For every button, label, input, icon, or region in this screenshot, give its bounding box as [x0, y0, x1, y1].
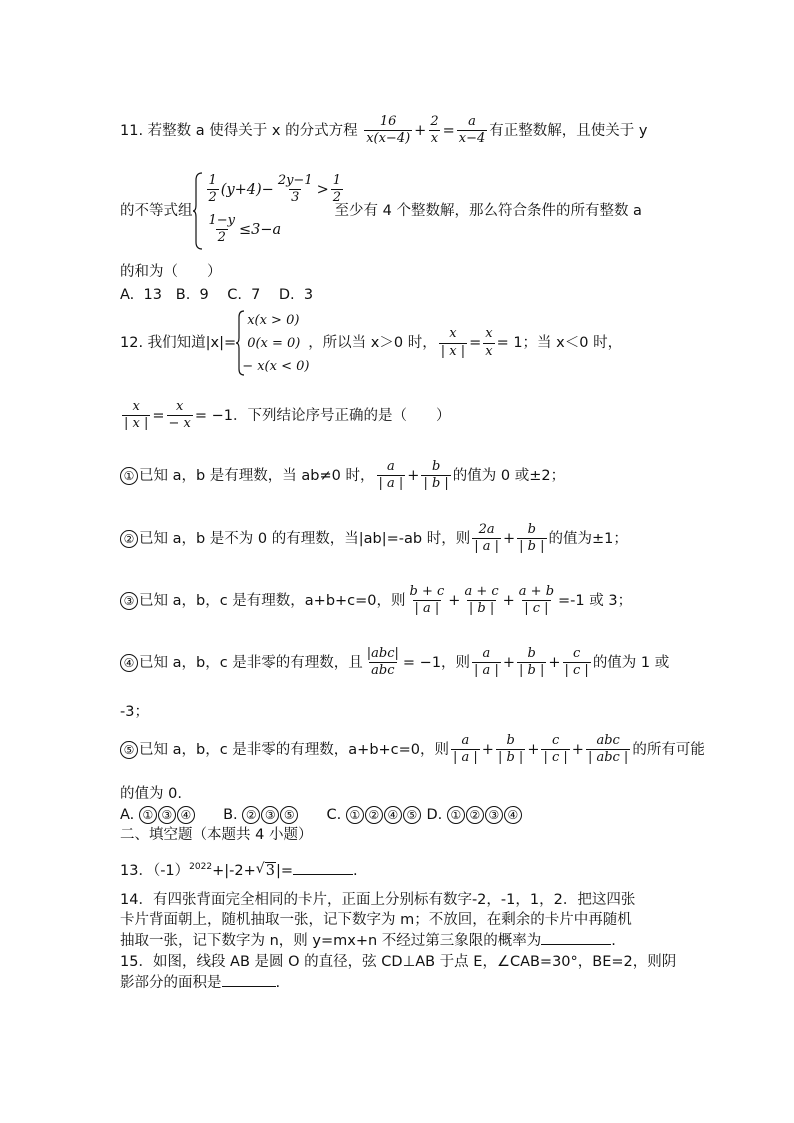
fraction-x-over-abs-x: $\frac{x}{| x |}$	[440, 326, 466, 359]
plus-sign: +	[502, 530, 516, 547]
answer-blank[interactable]	[541, 930, 611, 945]
fraction-ab-over-abs-c: $\frac{a + b}{| c |}$	[518, 584, 555, 617]
q12-mid1: ，所以当 x＞0 时，	[308, 335, 437, 351]
circled-number-1: ①	[120, 467, 138, 485]
q14-line3	[120, 930, 616, 951]
fraction-c-over-abs-c: $\frac{c}{| c |}$	[564, 646, 589, 679]
circled-number-3: ③	[120, 592, 138, 610]
circled-number-4: ④	[384, 806, 402, 824]
circled-number-5: ⑤	[280, 806, 298, 824]
plus-sign: +	[502, 654, 515, 671]
circled-number-4: ④	[120, 654, 138, 672]
q11-text-b: 有正整数解，且使关于 y	[489, 122, 648, 139]
equals-sign: =	[442, 122, 455, 139]
circled-number-3: ③	[158, 806, 176, 824]
q15-line2-text: 影部分的面积是	[120, 975, 222, 991]
plus-sign: +	[571, 741, 584, 758]
plus-sign: +	[548, 654, 561, 671]
fraction-c-over-abs-c: $\frac{c}{| c |}$	[543, 733, 568, 766]
statement-4-continued: -3；	[120, 704, 149, 720]
statement-3-text-b: =-1 或 3；	[558, 592, 633, 609]
answer-blank[interactable]	[222, 972, 276, 987]
plus-sign: +	[407, 467, 420, 484]
statement-1-text-a: 已知 a，b 是有理数，当 ab≠0 时，	[139, 467, 375, 484]
q15-line1: 15．如图，线段 AB 是圆 O 的直径，弦 CD⊥AB 于点 E，∠CAB=30°，BE=2，则阴	[120, 954, 677, 970]
q11-line2	[120, 172, 642, 250]
q12-line2	[120, 400, 451, 432]
q11-fraction-16: $\frac{16}{x(x-4)}$	[366, 114, 411, 147]
statement-5-text-b: 的所有可能	[632, 741, 705, 758]
plus-sign: +	[527, 741, 540, 758]
option-a-label: A.	[120, 807, 135, 823]
statement-4-mid: = −1，则	[402, 654, 471, 671]
option-c-label: C.	[326, 807, 342, 823]
statement-2-text-a: 已知 a，b 是不为 0 的有理数，当|ab|=-ab 时，则	[139, 530, 471, 547]
exponent: 2022	[189, 862, 213, 872]
q13-text-c: |=	[275, 862, 294, 879]
statement-5-continued: 的值为 0.	[120, 786, 182, 802]
abs-x: |x|	[205, 335, 225, 351]
fraction-b-over-abs-b: $\frac{b}{| b |}$	[497, 733, 524, 766]
statement-4-text-a: 已知 a，b，c 是非零的有理数，且	[139, 654, 363, 671]
equals-sign: =	[152, 407, 165, 424]
statement-3-text-a: 已知 a，b，c 是有理数，a+b+c=0，则	[139, 592, 406, 609]
plus-sign: +	[448, 592, 461, 609]
plus-sign: +	[502, 592, 515, 609]
q13-period: .	[353, 862, 358, 879]
circled-number-2: ②	[120, 530, 138, 548]
answer-blank[interactable]	[293, 860, 353, 875]
q11-line2-text-a: 的不等式组	[120, 203, 193, 219]
q13-text-b: +|-2+	[212, 862, 256, 879]
fraction-b-over-abs-b: $\frac{b}{| b |}$	[519, 522, 545, 555]
circled-number-2: ②	[242, 806, 260, 824]
circled-number-1: ①	[447, 806, 465, 824]
fraction-abs-abc-over-abc: $\frac{\text{|abc|}}{\text{abc}}$	[366, 646, 399, 679]
q14-line1: 14．有四张背面完全相同的卡片，正面上分别标有数字-2，-1，1，2．把这四张	[120, 892, 636, 908]
statement-1	[120, 460, 565, 492]
q11-fraction-2: $\frac{2}{x}$	[430, 114, 439, 147]
statement-5-text-a: 已知 a，b，c 是非零的有理数，a+b+c=0，则	[139, 741, 450, 758]
q11-line3: 的和为（ ）	[120, 264, 222, 280]
circled-number-4: ④	[504, 806, 522, 824]
statement-4	[120, 647, 669, 679]
equals-sign: =	[469, 335, 482, 351]
inequality-1: $\frac{1}{2}$ (y+4)− $\frac{2y-1}{3}$ > $\frac{1}{2}$	[208, 173, 342, 206]
q12-question-stem: = −1．下列结论序号正确的是（ ）	[194, 407, 451, 424]
circled-number-1: ①	[139, 806, 157, 824]
case-positive: x(x > 0)	[247, 313, 300, 328]
fraction-2a-over-abs-a: $\frac{2a}{| a |}$	[474, 522, 499, 555]
fraction-abc-over-abs-abc: $\frac{\text{abc}}{\text{| abc |}}$	[587, 733, 629, 766]
fraction-x-over-x: $\frac{x}{x}$	[485, 326, 493, 359]
circled-number-3: ③	[485, 806, 503, 824]
q13-text-a: 13．（-1）	[120, 862, 190, 879]
q14-line3-text: 抽取一张，记下数字为 n，则 y=mx+n 不经过第三象限的概率为	[120, 933, 542, 949]
piecewise-definition	[236, 310, 308, 376]
fraction-a-over-abs-a: $\frac{a}{| a |}$	[474, 646, 499, 679]
q13-line	[120, 857, 358, 881]
plus-sign: +	[414, 122, 427, 139]
case-zero: 0(x = 0)	[247, 336, 301, 351]
q14-period: .	[611, 933, 616, 949]
plus-sign: +	[481, 741, 494, 758]
left-brace-icon	[193, 172, 203, 250]
circled-number-3: ③	[261, 806, 279, 824]
circled-number-5: ⑤	[120, 741, 138, 759]
section-heading: 二、填空题（本题共 4 小题）	[120, 827, 313, 843]
q11-options: A. 13 B. 9 C. 7 D. 3	[120, 287, 314, 303]
fraction-bc-over-abs-a: $\frac{b + c}{| a |}$	[409, 584, 445, 617]
q12-prefix: 12. 我们知道	[120, 335, 206, 351]
q14-line2: 卡片背面朝上，随机抽取一张，记下数字为 m；不放回，在剩余的卡片中再随机	[120, 912, 632, 928]
fraction-ac-over-abs-b: $\frac{a + c}{| b |}$	[464, 584, 499, 617]
q12-line1	[120, 310, 622, 376]
fraction-a-over-abs-a: $\frac{a}{| a |}$	[378, 459, 404, 492]
q11-line1	[120, 115, 647, 147]
q15-period: .	[275, 975, 281, 991]
fraction-b-over-abs-b: $\frac{b}{| b |}$	[518, 646, 545, 679]
q12-options	[120, 805, 523, 825]
circled-number-5: ⑤	[403, 806, 421, 824]
option-d-label: D.	[426, 807, 443, 823]
circled-number-1: ①	[346, 806, 364, 824]
q12-mid2: = 1；当 x＜0 时，	[496, 335, 623, 351]
fraction-b-over-abs-b: $\frac{b}{| b |}$	[423, 459, 449, 492]
option-b-label: B.	[223, 807, 238, 823]
q11-text-a: 11. 若整数 a 使得关于 x 的分式方程	[120, 122, 358, 139]
q11-fraction-a: $\frac{a}{x-4}$	[458, 114, 486, 147]
circled-number-2: ②	[365, 806, 383, 824]
fraction-x-over-abs-x: $\frac{x}{| x |}$	[124, 399, 149, 432]
statement-4-text-b: 的值为 1 或	[592, 654, 670, 671]
equals-sign: =	[224, 335, 237, 351]
inequality-system	[193, 172, 342, 250]
q11-line2-text-b: 至少有 4 个整数解，那么符合条件的所有整数 a	[334, 203, 642, 219]
q15-line2	[120, 972, 280, 993]
circled-number-4: ④	[177, 806, 195, 824]
statement-3	[120, 585, 632, 617]
fraction-x-over-neg-x: $\frac{x}{- x}$	[168, 399, 191, 432]
circled-number-2: ②	[466, 806, 484, 824]
fraction-a-over-abs-a: $\frac{a}{| a |}$	[453, 733, 478, 766]
case-negative: − x(x < 0)	[242, 359, 310, 374]
statement-2-text-b: 的值为±1；	[548, 530, 628, 547]
statement-1-text-b: 的值为 0 或±2；	[452, 467, 566, 484]
inequality-2: $\frac{1-y}{2}$ ≤3−a	[208, 213, 282, 246]
statement-5	[120, 734, 705, 766]
square-root: √ 3	[256, 861, 276, 881]
statement-2	[120, 523, 628, 555]
